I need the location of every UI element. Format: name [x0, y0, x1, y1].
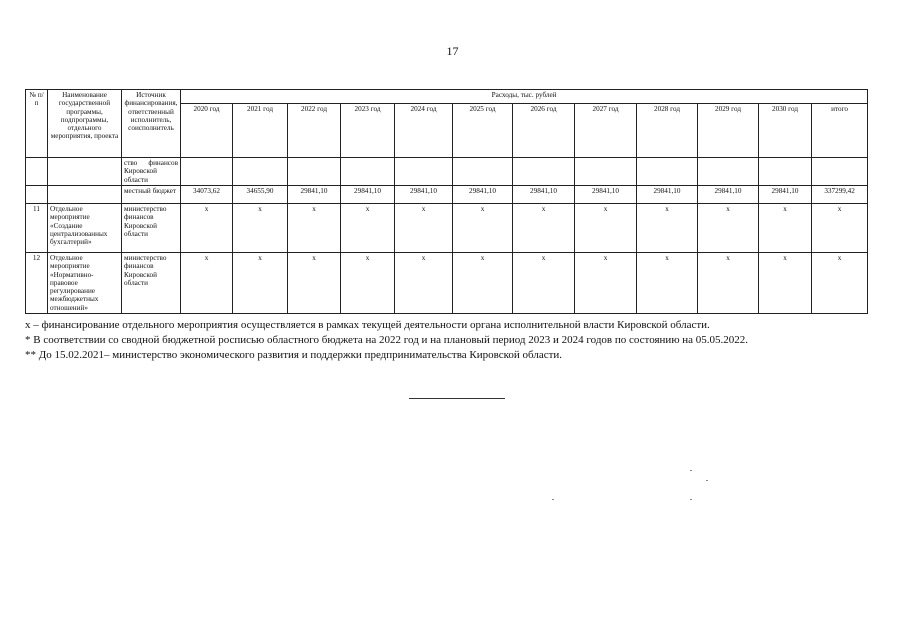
- closing-rule: [409, 398, 505, 399]
- row-value: x: [637, 253, 698, 314]
- row-value: x: [575, 204, 637, 253]
- table-row: [26, 158, 868, 186]
- row-value: x: [575, 253, 637, 314]
- row-value: x: [698, 204, 759, 253]
- table-row: [26, 253, 868, 314]
- row-value: x: [181, 204, 233, 253]
- row-value: x: [513, 253, 575, 314]
- row-name: [48, 186, 122, 204]
- row-value: 29841,10: [513, 186, 575, 204]
- row-value: x: [288, 253, 341, 314]
- header-year: 2026 год: [513, 104, 575, 158]
- header-year: 2030 год: [759, 104, 812, 158]
- row-value: 29841,10: [288, 186, 341, 204]
- header-year: 2023 год: [341, 104, 395, 158]
- row-value: [453, 158, 513, 186]
- row-value: x: [181, 253, 233, 314]
- row-value: 29841,10: [395, 186, 453, 204]
- row-value: [698, 158, 759, 186]
- row-value: x: [453, 204, 513, 253]
- row-value: x: [453, 253, 513, 314]
- row-value: x: [637, 204, 698, 253]
- header-year: 2022 год: [288, 104, 341, 158]
- header-year: 2021 год: [233, 104, 288, 158]
- row-number: [26, 186, 48, 204]
- row-value: [395, 158, 453, 186]
- row-value: 29841,10: [453, 186, 513, 204]
- header-name: Наименование государственной программы, подпрограммы, отдельного мероприятия, проекта: [48, 90, 122, 158]
- scan-speck: [690, 499, 692, 500]
- row-value: x: [812, 204, 868, 253]
- row-value: 29841,10: [341, 186, 395, 204]
- header-num: № п/п: [26, 90, 48, 158]
- row-name: [48, 158, 122, 186]
- row-value: [288, 158, 341, 186]
- row-source: ство финансов Кировской области: [122, 158, 181, 186]
- row-value: x: [812, 253, 868, 314]
- row-value: 34655,90: [233, 186, 288, 204]
- row-number: [26, 158, 48, 186]
- row-value: 337299,42: [812, 186, 868, 204]
- row-value: 34073,62: [181, 186, 233, 204]
- page-number: 17: [446, 44, 459, 58]
- row-value: [341, 158, 395, 186]
- row-value: x: [395, 253, 453, 314]
- header-year: 2020 год: [181, 104, 233, 158]
- footnote-star: * В соответствии со сводной бюджетной росписью областного бюджета на 2022 год и на плановый период 2023 и 2024 годов по состоянию на 05.05.2022.: [25, 334, 749, 346]
- header-year: 2029 год: [698, 104, 759, 158]
- header-source: Источник финансирования, ответственный исполнитель, соисполнитель: [122, 90, 181, 158]
- row-value: x: [341, 204, 395, 253]
- row-source: местный бюджет: [122, 186, 181, 204]
- row-number: 11: [26, 204, 48, 253]
- row-source: министерство финансов Кировской области: [122, 253, 181, 314]
- row-value: [812, 158, 868, 186]
- row-value: [181, 158, 233, 186]
- row-number: 12: [26, 253, 48, 314]
- header-year: 2024 год: [395, 104, 453, 158]
- row-name: Отдельное мероприятие «Создание централизованных бухгалтерий»: [48, 204, 122, 253]
- row-value: x: [759, 253, 812, 314]
- footnote-double-star: ** До 15.02.2021– министерство экономического развития и поддержки предпринимательства Кировской области.: [25, 349, 563, 361]
- header-year: 2027 год: [575, 104, 637, 158]
- header-year: 2025 год: [453, 104, 513, 158]
- row-source: министерство финансов Кировской области: [122, 204, 181, 253]
- row-value: [575, 158, 637, 186]
- row-value: x: [288, 204, 341, 253]
- header-year: итого: [812, 104, 868, 158]
- footnote-x: x – финансирование отдельного мероприятия осуществляется в рамках текущей деятельности органа исполнительной власти Кировской области.: [25, 319, 710, 331]
- scan-speck: [552, 499, 554, 500]
- row-name: Отдельное мероприятие «Нормативно-правовое регулирование межбюджетных отношений»: [48, 253, 122, 314]
- scan-speck: [690, 470, 692, 471]
- row-value: x: [513, 204, 575, 253]
- row-value: x: [233, 204, 288, 253]
- table-row: [26, 186, 868, 204]
- row-value: x: [233, 253, 288, 314]
- row-value: [759, 158, 812, 186]
- row-value: 29841,10: [759, 186, 812, 204]
- row-value: [513, 158, 575, 186]
- row-value: 29841,10: [698, 186, 759, 204]
- row-value: x: [698, 253, 759, 314]
- row-value: x: [395, 204, 453, 253]
- scan-speck: [706, 480, 708, 481]
- header-expenses: Расходы, тыс. рублей: [181, 90, 868, 104]
- header-year: 2028 год: [637, 104, 698, 158]
- row-value: x: [341, 253, 395, 314]
- row-value: [233, 158, 288, 186]
- budget-table: [25, 89, 868, 314]
- row-value: x: [759, 204, 812, 253]
- row-value: 29841,10: [575, 186, 637, 204]
- table-row: [26, 204, 868, 253]
- row-value: [637, 158, 698, 186]
- row-value: 29841,10: [637, 186, 698, 204]
